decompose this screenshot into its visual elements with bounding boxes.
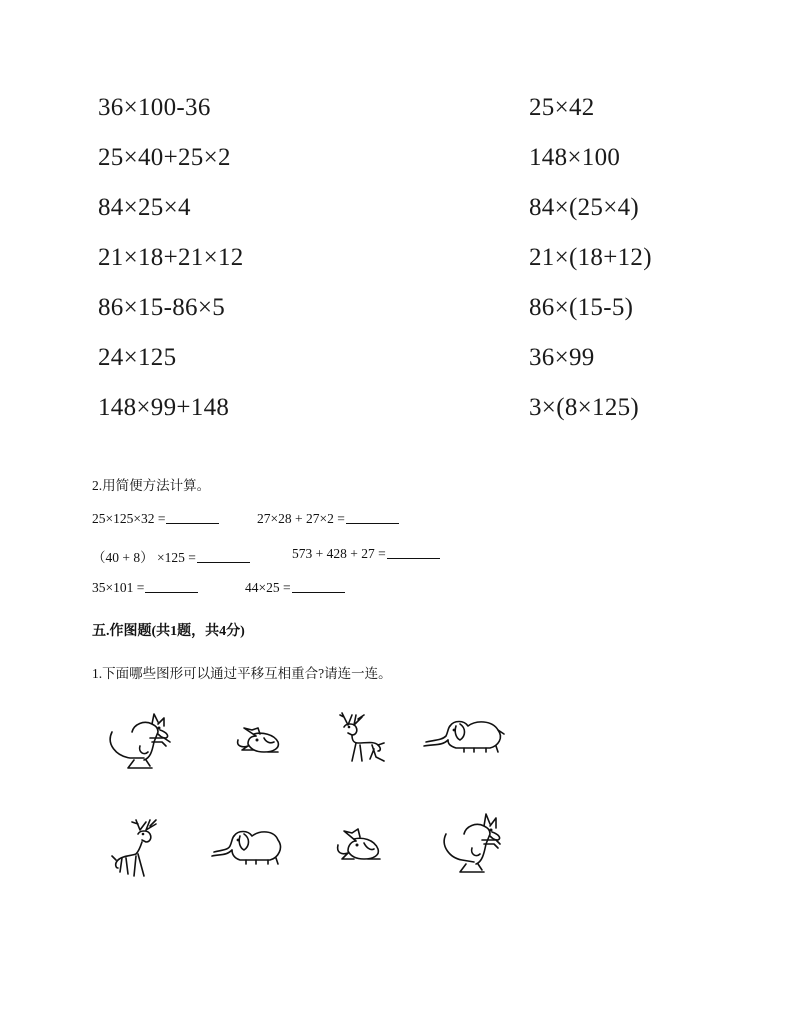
deer-icon[interactable] [112,818,164,880]
rabbit-icon[interactable] [234,724,284,754]
question-1-text: 1.下面哪些图形可以通过平移互相重合?请连一连。 [92,666,392,681]
answer-blank[interactable] [145,591,198,593]
calc-expression: （40 + 8） ×125 = [92,550,196,565]
right-expression: 36×99 [529,344,595,371]
question-2-title: 2.用简便方法计算。 [92,478,211,493]
kangaroo-icon[interactable] [104,712,180,770]
deer-icon[interactable] [334,711,386,765]
calc-expression: 27×28 + 27×2 = [257,511,345,526]
right-expression: 25×42 [529,94,595,121]
left-expression: 36×100-36 [98,94,211,121]
calc-item [92,546,250,566]
left-expression: 25×40+25×2 [98,144,231,171]
left-expression: 86×15-86×5 [98,294,226,321]
calc-expression: 35×101 = [92,580,145,595]
calc-expression: 573 + 428 + 27 = [292,546,386,561]
calc-item [92,580,198,596]
answer-blank[interactable] [166,522,219,524]
right-expression: 86×(15-5) [529,294,634,321]
right-expression: 21×(18+12) [529,244,652,271]
calc-item [292,546,440,562]
answer-blank[interactable] [346,522,399,524]
elephant-icon[interactable] [420,716,504,752]
calc-item [92,511,219,527]
left-expression: 148×99+148 [98,394,230,421]
answer-blank[interactable] [197,561,250,563]
left-expression: 24×125 [98,344,177,371]
calc-expression: 25×125×32 = [92,511,166,526]
section-5-heading: 五.作图题(共1题，共4分) [92,624,245,639]
right-expression: 148×100 [529,144,621,171]
left-expression: 84×25×4 [98,194,191,221]
calc-item [245,580,345,596]
right-expression: 84×(25×4) [529,194,640,221]
elephant-icon[interactable] [210,826,284,864]
rabbit-icon[interactable] [336,827,384,863]
right-expression: 3×(8×125) [529,394,640,421]
left-expression: 21×18+21×12 [98,244,244,271]
answer-blank[interactable] [387,557,440,559]
kangaroo-icon[interactable] [440,810,508,876]
calc-item [257,511,399,527]
answer-blank[interactable] [292,591,345,593]
calc-expression: 44×25 = [245,580,291,595]
